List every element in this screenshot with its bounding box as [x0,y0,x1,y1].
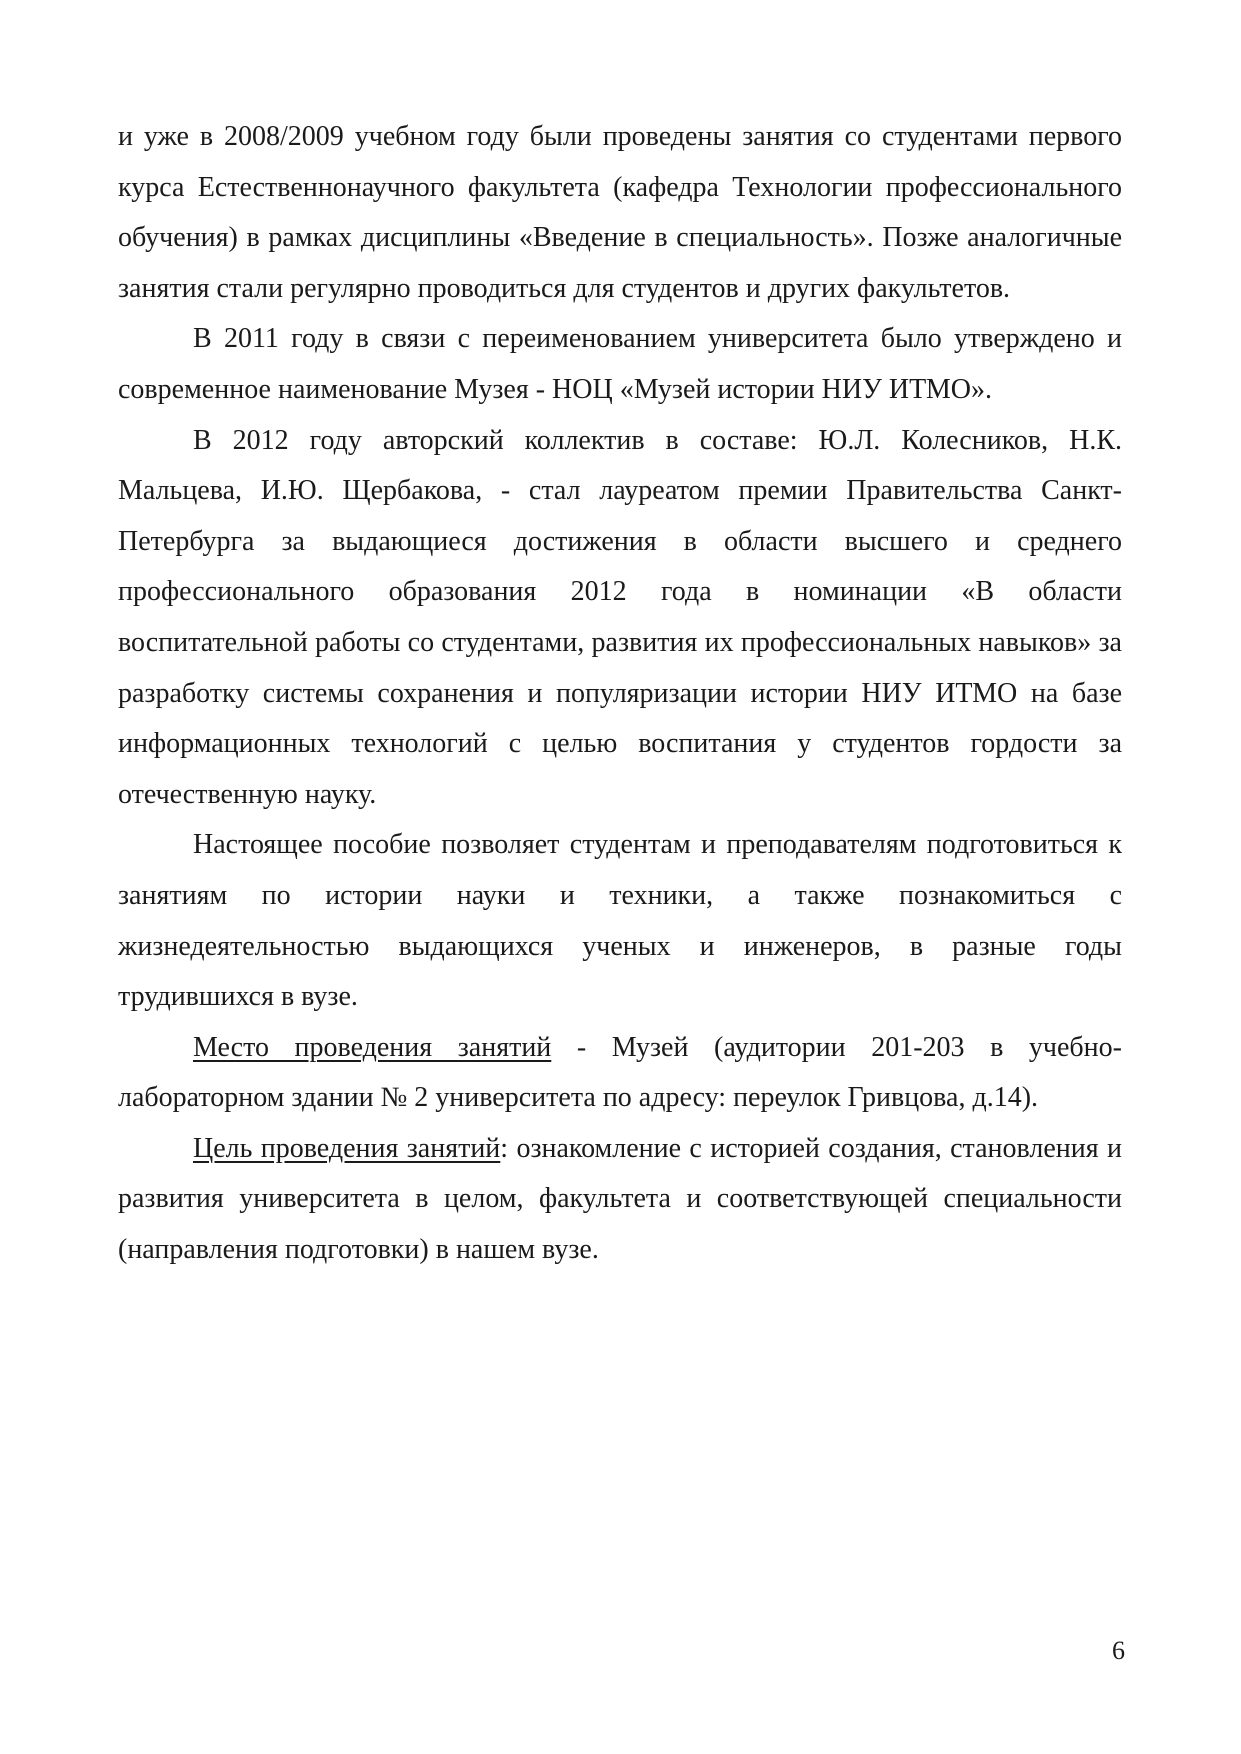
goal-text: : ознакомление с историей создания, становления и развития университета в целом, факультета и соответствующей специальности (направления подготовки) в нашем вузе. [118,1132,1122,1266]
page-number: 6 [1112,1636,1125,1665]
paragraph-2012-award: В 2012 году авторский коллектив в составе: Ю.Л. Колесников, Н.К. Мальцева, И.Ю. Щербакова, - стал лауреатом премии Правительства Санкт-Петербурга за выдающиеся достижения в области высшего и среднего профессионального образования 2012 года в номинации «В области воспитательной работы со студентами, развития их профессиональных навыков» за разработку системы сохранения и популяризации истории НИУ ИТМО на базе информационных технологий с целью воспитания у студентов гордости за отечественную науку. [118,424,1122,810]
paragraph-location [118,1023,1122,1124]
body-text [118,112,1122,1276]
paragraph-2011-rename: В 2011 году в связи с переименованием университета было утверждено и современное наименование Музея - НОЦ «Музей истории НИУ ИТМО». [118,323,1122,405]
goal-label: Цель проведения занятий [193,1132,501,1164]
paragraph-continuation: и уже в 2008/2009 учебном году были проведены занятия со студентами первого курса Естественнонаучного факультета (кафедра Технологии профессионального обучения) в рамках дисциплины «Введение в специальность». Позже аналогичные занятия стали регулярно проводиться для студентов и других факультетов. [118,121,1122,304]
paragraph-goal [118,1124,1122,1276]
paragraph-manual-purpose: Настоящее пособие позволяет студентам и преподавателям подготовиться к занятиям по истории науки и техники, а также познакомиться с жизнедеятельностью выдающихся ученых и инженеров, в разные годы трудившихся в вузе. [118,829,1122,1013]
location-text: - Музей (аудитории 201-203 в учебно-лабораторном здании № 2 университета по адресу: переулок Гривцова, д.14). [118,1031,1122,1114]
location-label: Место проведения занятий [193,1031,552,1063]
